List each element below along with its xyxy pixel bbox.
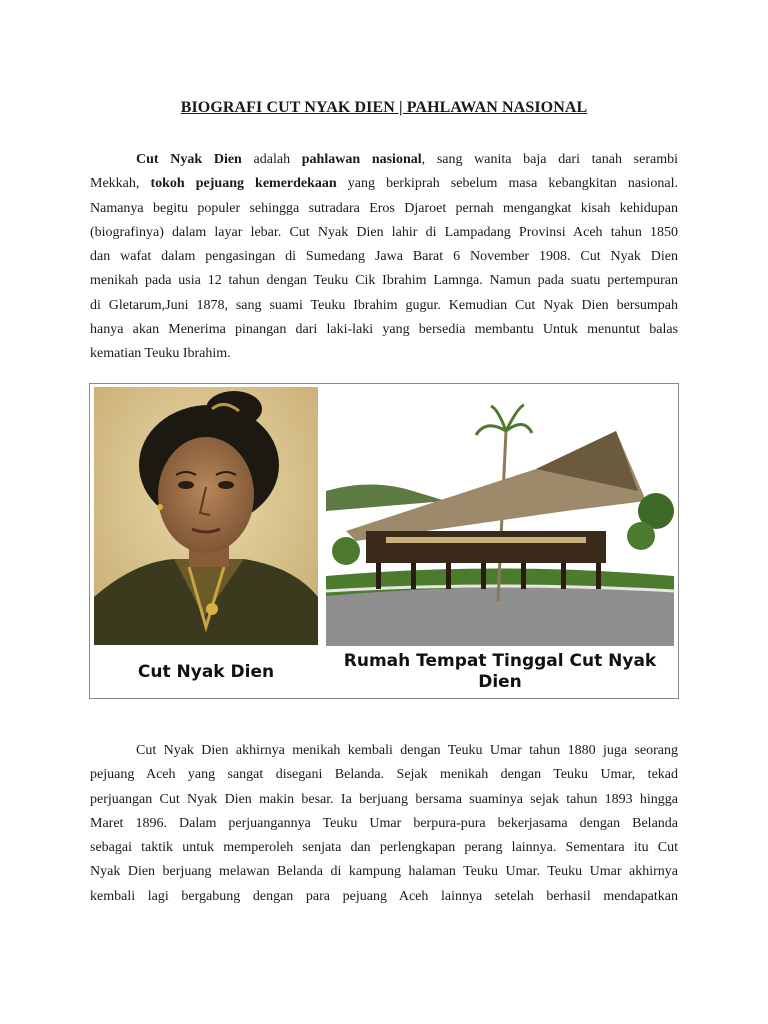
bold-name: Cut Nyak Dien (136, 152, 242, 167)
bold-term: pahlawan nasional (301, 152, 422, 167)
paragraph-line (90, 172, 678, 196)
paragraph-1 (90, 148, 678, 367)
paragraph-line: kematian Teuku Ibrahim. (90, 346, 231, 362)
caption-portrait: Cut Nyak Dien (137, 662, 275, 682)
paragraph-line: sebagai taktik untuk memperoleh senjata dan perlengkapan perang lainnya. Sementara itu Cut (90, 840, 678, 856)
text-run: adalah (241, 152, 302, 167)
paragraph-line: kembali lagi bergabung dengan para pejuang Aceh lainnya setelah berhasil mendapatkan (90, 888, 678, 904)
figure-box (89, 383, 679, 699)
text-run: yang berkiprah sebelum masa kebangkitan nasional. (336, 176, 678, 192)
paragraph-line: dan wafat dalam pengasingan di Sumedang Jawa Barat 6 November 1908. Cut Nyak Dien (90, 249, 678, 265)
paragraph-line: di Gletarum,Juni 1878, sang suami Teuku Ibrahim gugur. Kemudian Cut Nyak Dien bersumpah (90, 297, 678, 313)
paragraph-line: pejuang Aceh yang sangat disegani Belanda. Sejak menikah dengan Teuku Umar, tekad (90, 767, 678, 783)
paragraph-line: hanya akan Menerima pinangan dari laki-laki yang bersedia membantu Untuk menuntut balas (90, 322, 678, 338)
paragraph-line: Maret 1896. Dalam perjuangannya Teuku Umar berpura-pura bekerjasama dengan Belanda (90, 815, 678, 831)
paragraph-line: (biografinya) dalam layar lebar. Cut Nyak Dien lahir di Lampadang Provinsi Aceh tahun 1850 (90, 224, 678, 240)
paragraph-2 (90, 739, 678, 909)
paragraph-line: menikah pada usia 12 tahun dengan Teuku Cik Ibrahim Lamnga. Namun pada suatu pertempuran (90, 273, 678, 289)
paragraph-line: perjuangan Cut Nyak Dien makin besar. Ia berjuang bersama suaminya sejak tahun 1893 hingga (90, 791, 678, 807)
text-run: Mekkah, (90, 176, 151, 192)
paragraph-line: Cut Nyak Dien akhirnya menikah kembali dengan Teuku Umar tahun 1880 juga seorang (136, 743, 678, 758)
paragraph-line: Nyak Dien berjuang melawan Belanda di kampung halaman Teuku Umar. Teuku Umar akhirnya (90, 864, 678, 880)
bold-term: tokoh pejuang kemerdekaan (150, 176, 337, 192)
page-title: BIOGRAFI CUT NYAK DIEN | PAHLAWAN NASIONAL (180, 99, 588, 116)
portrait-image (94, 387, 318, 645)
text-run: , sang wanita baja dari tanah serambi (421, 152, 678, 167)
house-image (326, 391, 674, 646)
caption-house: Rumah Tempat Tinggal Cut Nyak Dien (343, 651, 657, 692)
paragraph-line: Namanya begitu populer sehingga sutradara Eros Djaroet pernah mengangkat kisah kehidupan (90, 200, 678, 216)
paragraph-line (90, 148, 678, 172)
